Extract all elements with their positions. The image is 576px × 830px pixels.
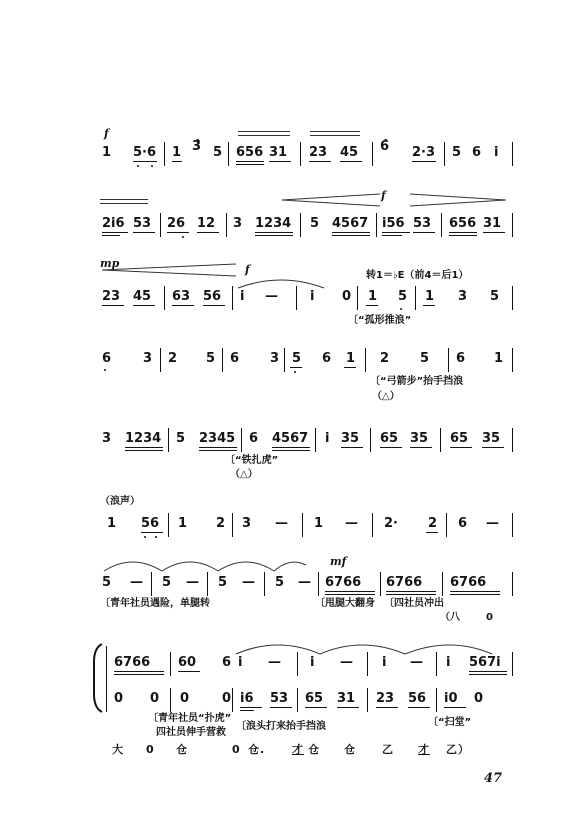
note: 656	[449, 216, 477, 231]
barline	[296, 286, 297, 310]
note: 1	[172, 145, 182, 160]
crescendo-line	[310, 131, 360, 132]
barline	[284, 348, 285, 372]
beam	[332, 232, 370, 233]
beam	[305, 707, 327, 708]
stage-direction: 〔“孤形推浪”	[348, 315, 412, 326]
beam	[172, 161, 182, 162]
beam	[240, 707, 262, 708]
beam	[450, 591, 500, 592]
stage-direction: 〔青年社员“扑虎”	[148, 713, 232, 724]
note: 1	[346, 351, 356, 366]
beam	[197, 232, 219, 233]
barline	[372, 142, 373, 166]
barline	[297, 688, 298, 712]
note: 56	[141, 516, 160, 531]
barline	[436, 652, 437, 676]
note: i	[494, 145, 499, 160]
triangle-mark: （△）	[372, 391, 400, 402]
barline	[370, 428, 371, 452]
beam	[380, 447, 402, 448]
note: 35	[410, 431, 429, 446]
note: —	[268, 655, 281, 670]
note: 23	[376, 691, 395, 706]
beam	[114, 671, 164, 672]
beam	[102, 235, 120, 236]
beam	[386, 594, 436, 595]
beam	[426, 532, 438, 533]
system-barline	[106, 646, 107, 712]
note: 6	[230, 351, 240, 366]
note: 6	[249, 431, 259, 446]
note: 2	[380, 351, 390, 366]
barline	[297, 652, 298, 676]
note: 1	[107, 516, 117, 531]
beam	[413, 232, 435, 233]
note: —	[298, 575, 311, 590]
stage-direction: 〔甩腿大翻身	[315, 598, 375, 609]
note: —	[275, 516, 288, 531]
note: 0	[150, 691, 160, 706]
note: 53	[413, 216, 432, 231]
note: i	[446, 655, 451, 670]
note: 6	[222, 655, 232, 670]
note: 26	[167, 216, 186, 231]
note: 12	[197, 216, 216, 231]
note: 45	[133, 289, 152, 304]
note: 656	[236, 145, 264, 160]
crescendo-line	[238, 135, 290, 136]
barline	[367, 688, 368, 712]
note: 31	[269, 145, 288, 160]
beam	[344, 367, 356, 368]
stage-direction: 〔“铁扎虎”	[225, 455, 279, 466]
note: —	[340, 655, 353, 670]
beam	[412, 161, 436, 162]
note: 2	[428, 516, 438, 531]
note: i	[310, 655, 315, 670]
beam	[450, 594, 500, 595]
beam	[382, 232, 410, 233]
tie-arcs	[100, 553, 310, 575]
note: 65	[305, 691, 324, 706]
note: 5	[275, 575, 285, 590]
percussion-syllable: 0	[146, 743, 155, 756]
note: 5	[420, 351, 430, 366]
low-dot	[144, 536, 146, 538]
note: 5	[452, 145, 462, 160]
note: i0	[444, 691, 458, 706]
barline	[160, 213, 161, 237]
note: 56	[408, 691, 427, 706]
barline	[228, 142, 229, 166]
barline	[376, 213, 377, 237]
decrescendo-line	[100, 199, 148, 200]
percussion-syllable: 才	[418, 743, 430, 756]
percussion-cue: （八	[440, 612, 460, 623]
note: 0	[342, 289, 352, 304]
beam	[255, 235, 293, 236]
wave-sound-label: （浪声）	[100, 496, 140, 507]
barline	[170, 652, 171, 676]
barline	[300, 142, 301, 166]
note: 1	[368, 289, 378, 304]
beam	[408, 707, 430, 708]
hairpin	[280, 189, 510, 208]
barline	[222, 348, 223, 372]
note: 0	[222, 691, 232, 706]
beam	[125, 447, 163, 448]
note: 2·	[384, 516, 398, 531]
note: 6	[472, 145, 482, 160]
note: i	[310, 289, 315, 304]
slur	[236, 276, 326, 290]
note: 5	[206, 351, 216, 366]
note: 0	[180, 691, 190, 706]
low-dot	[182, 236, 184, 238]
beam	[386, 591, 436, 592]
beam	[469, 674, 507, 675]
beam	[449, 235, 477, 236]
barline	[512, 348, 513, 372]
barline	[160, 348, 161, 372]
stage-direction: 四社员伸手营救	[156, 727, 226, 738]
beam	[340, 161, 362, 162]
beam	[423, 305, 435, 306]
beam	[167, 232, 189, 233]
beam	[236, 161, 264, 162]
note: 2	[168, 351, 178, 366]
barline	[441, 213, 442, 237]
note: i6	[240, 691, 254, 706]
note: 65	[380, 431, 399, 446]
barline	[512, 513, 513, 537]
note: 60	[178, 655, 197, 670]
note: 3	[242, 516, 252, 531]
beam	[482, 447, 504, 448]
beam	[272, 447, 310, 448]
percussion-syllable: 才	[292, 743, 304, 756]
note: 0	[474, 691, 484, 706]
barline	[168, 428, 169, 452]
note: 2345	[199, 431, 236, 446]
note: 6766	[450, 575, 487, 590]
page-number: 47	[484, 771, 503, 786]
note: 5	[213, 145, 223, 160]
barline	[372, 513, 373, 537]
system-bracket	[92, 642, 106, 714]
percussion-syllable: 仓	[344, 743, 356, 756]
barline	[315, 428, 316, 452]
beam	[269, 161, 291, 162]
note: 3̂	[192, 139, 202, 154]
crescendo-line	[310, 135, 360, 136]
note: i	[238, 655, 243, 670]
note: 53	[270, 691, 289, 706]
note: 6	[458, 516, 468, 531]
note: 4567	[272, 431, 309, 446]
barline	[264, 572, 265, 596]
note: —	[130, 575, 143, 590]
percussion-syllable: 乙）	[446, 743, 470, 756]
percussion-syllable: 乙	[382, 743, 394, 756]
low-dot	[400, 308, 402, 310]
beam	[332, 235, 370, 236]
barline	[207, 572, 208, 596]
beam	[449, 232, 477, 233]
key-change: 转1＝♭E（前4＝后1）	[366, 270, 469, 281]
note: i	[240, 289, 245, 304]
note: 3	[270, 351, 280, 366]
barline	[512, 286, 513, 310]
note: 6̂	[380, 139, 390, 154]
beam	[270, 707, 292, 708]
barline	[444, 142, 445, 166]
beam	[309, 161, 331, 162]
note: —	[265, 289, 278, 304]
barline	[512, 213, 513, 237]
percussion-syllable: 0	[232, 743, 241, 756]
note: 5	[310, 216, 320, 231]
barline	[318, 572, 319, 596]
barline	[380, 572, 381, 596]
percussion-syllable: 仓	[176, 743, 188, 756]
beam	[325, 594, 375, 595]
note: 5	[218, 575, 228, 590]
beam	[290, 367, 302, 368]
dynamic-mark: mf	[330, 555, 347, 568]
note: 1	[102, 145, 112, 160]
note: 5	[102, 575, 112, 590]
beam	[141, 532, 163, 533]
barline	[442, 572, 443, 596]
note: 23	[309, 145, 328, 160]
note: 6	[456, 351, 466, 366]
barline	[365, 348, 366, 372]
beam	[178, 671, 200, 672]
barline	[226, 213, 227, 237]
note: 6766	[325, 575, 362, 590]
barline	[440, 428, 441, 452]
note: 5	[292, 351, 302, 366]
note: —	[345, 516, 358, 531]
low-dot	[151, 165, 153, 167]
beam	[255, 232, 293, 233]
beam	[199, 450, 237, 451]
beam	[450, 447, 472, 448]
note: 567i	[469, 655, 501, 670]
beam	[240, 710, 254, 711]
barline	[164, 286, 165, 310]
note: 3	[233, 216, 243, 231]
beam	[483, 232, 505, 233]
beam	[382, 235, 402, 236]
note: 45	[340, 145, 359, 160]
note: 35	[341, 431, 360, 446]
percussion-syllable: 大	[112, 743, 124, 756]
triangle-mark: （△）	[230, 469, 258, 480]
note: 5	[176, 431, 186, 446]
note: i	[382, 655, 387, 670]
decrescendo-line	[100, 203, 148, 204]
note: 5	[162, 575, 172, 590]
note: 1	[494, 351, 504, 366]
beam	[172, 305, 194, 306]
note: 0	[114, 691, 124, 706]
low-dot	[104, 369, 106, 371]
beam	[102, 232, 128, 233]
note: 63	[172, 289, 191, 304]
note: 6766	[114, 655, 151, 670]
note: 65	[450, 431, 469, 446]
barline	[151, 572, 152, 596]
beam	[444, 707, 466, 708]
stage-direction: 〔浪头打来抬手挡浪	[236, 721, 326, 732]
barline	[446, 513, 447, 537]
note: 5	[490, 289, 500, 304]
note: 31	[483, 216, 502, 231]
barline	[170, 688, 171, 712]
note: 2·3	[412, 145, 436, 160]
barline	[367, 652, 368, 676]
note: —	[242, 575, 255, 590]
note: —	[486, 516, 499, 531]
beam	[236, 164, 264, 165]
note: 5·6	[133, 145, 157, 160]
beam	[199, 447, 237, 448]
note: 3	[143, 351, 153, 366]
stage-direction: 〔“弓箭步”抬手挡浪	[370, 376, 464, 387]
dynamic-mark: f	[381, 189, 386, 202]
percussion-syllable: 仓	[308, 743, 320, 756]
note: 4567	[332, 216, 369, 231]
barline	[302, 513, 303, 537]
beam	[114, 674, 164, 675]
dynamic-mark: mp	[100, 257, 120, 270]
note: 3	[102, 431, 112, 446]
note: 2i6	[102, 216, 125, 231]
note: 1234	[255, 216, 292, 231]
note: 31	[337, 691, 356, 706]
note: 1	[425, 289, 435, 304]
note: 5	[398, 289, 408, 304]
note: 53	[133, 216, 152, 231]
beam	[325, 591, 375, 592]
barline	[448, 348, 449, 372]
crescendo-line	[238, 131, 290, 132]
beam	[341, 447, 363, 448]
stage-direction: 〔“扫堂”	[428, 717, 472, 728]
low-dot	[294, 371, 296, 373]
barline	[512, 652, 513, 676]
note: —	[410, 655, 423, 670]
note: 35	[482, 431, 501, 446]
note: 1	[314, 516, 324, 531]
barline	[436, 688, 437, 712]
beam	[272, 450, 310, 451]
note: —	[186, 575, 199, 590]
barline	[512, 572, 513, 596]
beam	[366, 305, 378, 306]
note: 1234	[125, 431, 162, 446]
beam	[203, 305, 225, 306]
note: 6	[322, 351, 332, 366]
stage-direction: 〔青年社员遇险，单腿转	[100, 598, 210, 609]
beam	[337, 707, 359, 708]
note: 23	[102, 289, 121, 304]
note: 56	[203, 289, 222, 304]
dynamic-mark: f	[104, 127, 109, 140]
note: 2	[216, 516, 226, 531]
beam	[102, 305, 124, 306]
note: i56	[382, 216, 405, 231]
beam	[133, 305, 155, 306]
stage-direction: 〔四社员冲出	[384, 598, 444, 609]
beam	[469, 671, 507, 672]
barline	[512, 142, 513, 166]
barline	[164, 142, 165, 166]
low-dot	[155, 536, 157, 538]
barline	[232, 513, 233, 537]
percussion-cue: 0	[486, 612, 493, 623]
beam	[133, 161, 157, 162]
barline	[168, 513, 169, 537]
beam	[376, 707, 398, 708]
crescendo-hairpin	[100, 262, 240, 278]
barline	[241, 428, 242, 452]
beam	[125, 450, 163, 451]
note: i	[325, 431, 330, 446]
barline	[300, 213, 301, 237]
dynamic-mark: f	[245, 263, 250, 276]
barline	[357, 286, 358, 310]
note: 6766	[386, 575, 423, 590]
low-dot	[137, 165, 139, 167]
percussion-syllable: 仓.	[248, 743, 266, 756]
note: 1	[178, 516, 188, 531]
barline	[232, 688, 233, 712]
barline	[512, 428, 513, 452]
note: 3	[458, 289, 468, 304]
beam	[133, 232, 155, 233]
beam	[410, 447, 432, 448]
barline	[232, 286, 233, 310]
note: 6	[102, 351, 112, 366]
barline	[415, 286, 416, 310]
